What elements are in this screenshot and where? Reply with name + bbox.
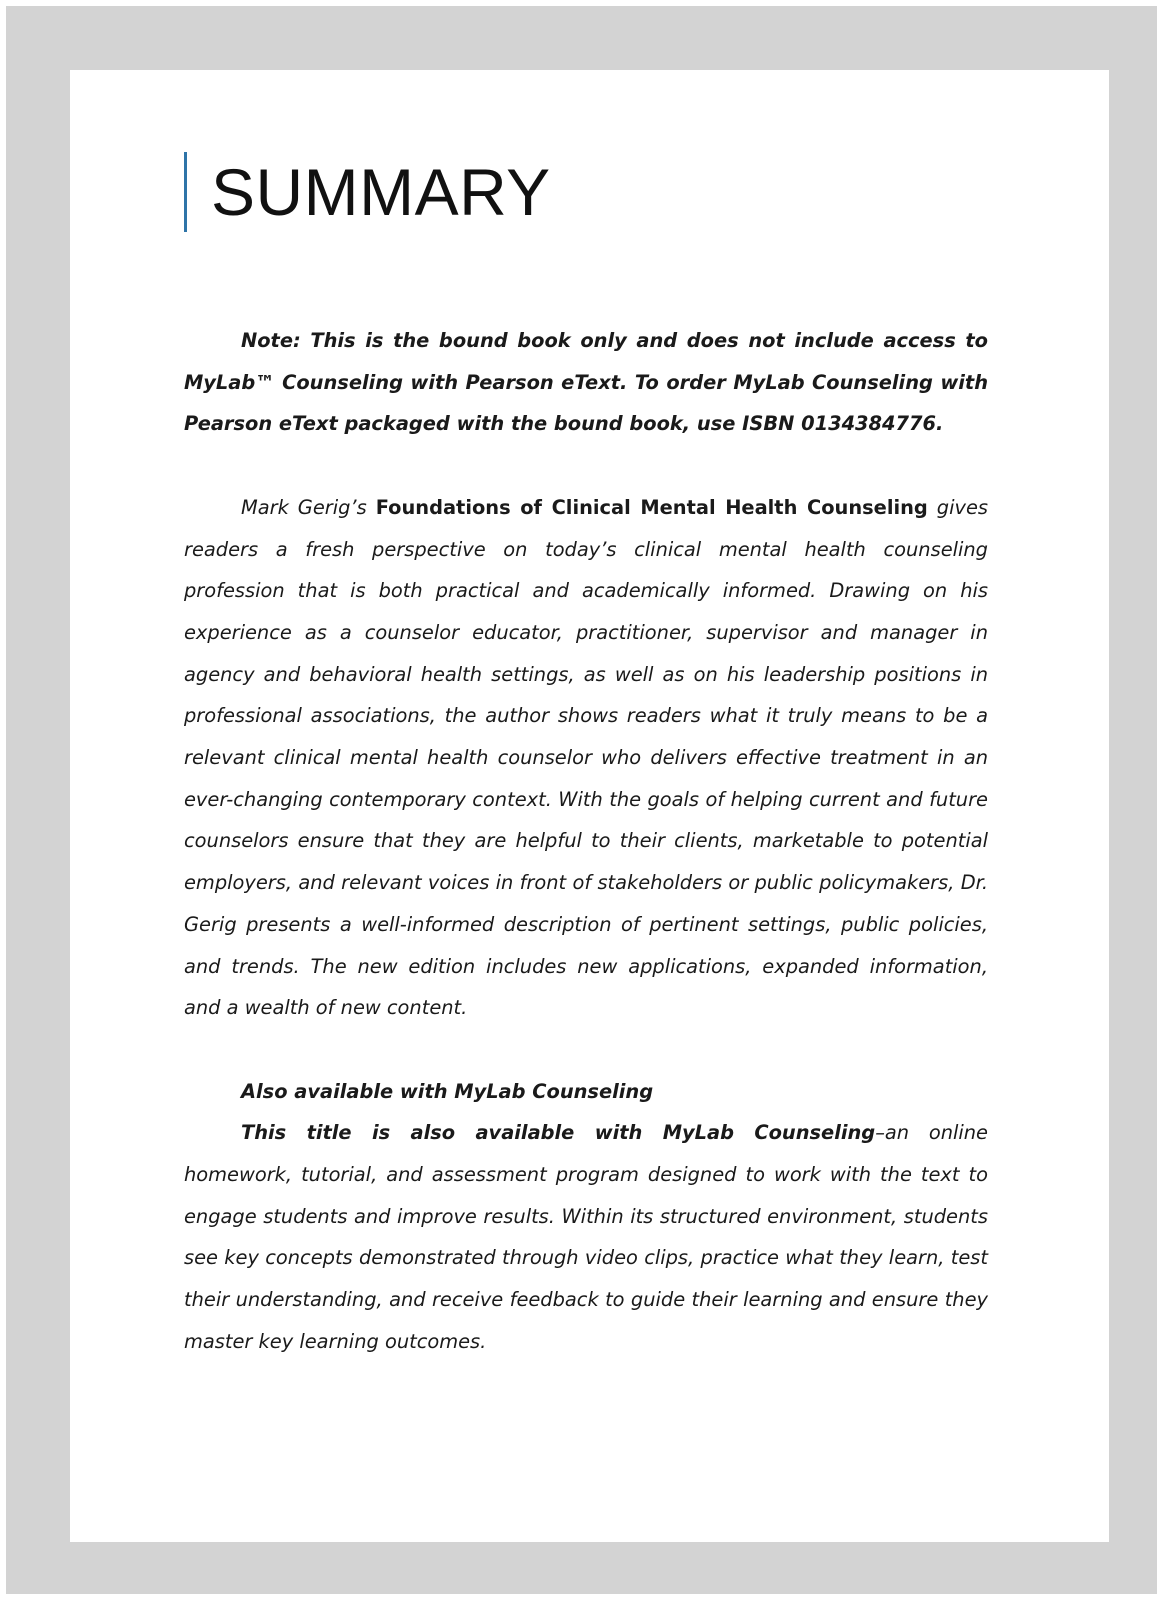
also-available-heading: Also available with MyLab Counseling [241,1079,654,1103]
title-block [184,152,551,232]
book-title: Foundations of Clinical Mental Health Counseling [375,495,928,519]
summary-body [184,320,988,1363]
note-paragraph: Note: This is the bound book only and does not include access to MyLab™ Counseling with Pearson eText. To order MyLab Counseling with Pearson eText packaged with the bound book, use ISBN 0134384776. [184,329,988,436]
also-available-lead: This title is also available with MyLab Counseling [241,1121,876,1145]
page-frame [6,6,1157,1594]
also-available-text: –an online homework, tutorial, and assessment program designed to work with the text to engage students and improve results. Within its structured environment, students see key concepts demonstrated through video clips, practice what they learn, test their understanding, and receive feedback to guide their learning and ensure they master key learning outcomes. [184,1121,988,1353]
description-text: gives readers a fresh perspective on today’s clinical mental health counseling profession that is both practical and academically informed. Drawing on his experience as a counselor educator, practitioner, supervisor and manager in agency and behavioral health settings, as well as on his leadership positions in professional associations, the author shows readers what it truly means to be a relevant clinical mental health counselor who delivers effective treatment in an ever-changing contemporary context. With the goals of helping current and future counselors ensure that they are helpful to their clients, marketable to potential employers, and relevant voices in front of stakeholders or public policymakers, Dr. Gerig presents a well-informed description of pertinent settings, public policies, and trends. The new edition includes new applications, expanded information, and a wealth of new content. [184,495,988,1020]
paragraph-gap [184,1029,988,1071]
description-paragraph [184,487,988,1029]
page-title: SUMMARY [211,155,551,229]
paragraph-gap [184,445,988,487]
document-page [70,70,1109,1542]
also-available-paragraph [184,1112,988,1362]
description-prefix: Mark Gerig’s [241,495,376,519]
